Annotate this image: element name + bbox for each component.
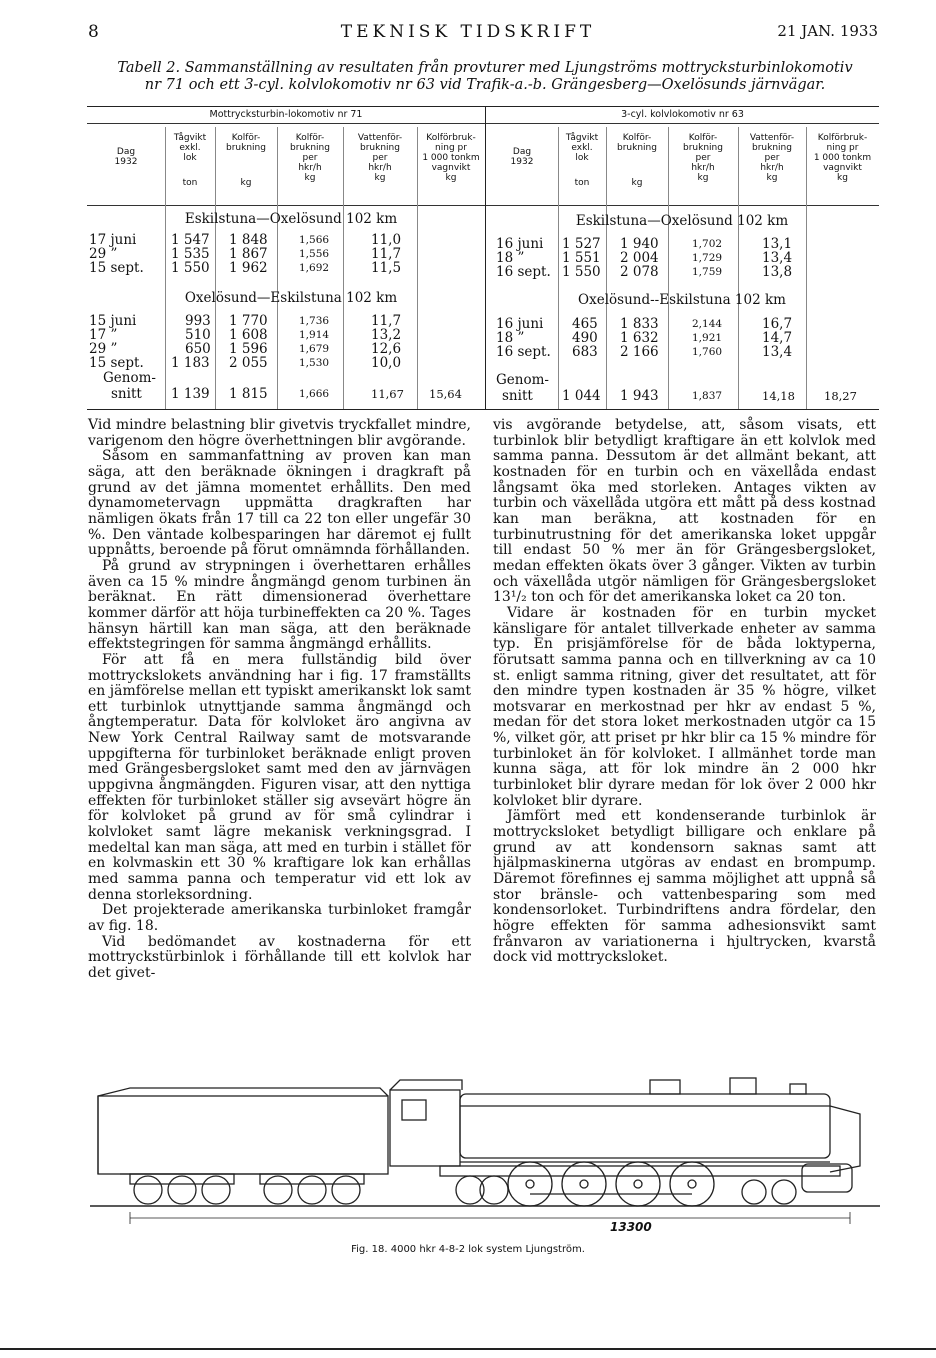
header-water: Vattenför- brukning per hkr/h kg: [749, 133, 795, 183]
header-day: Dag 1932: [510, 147, 534, 167]
section-title: Eskilstuna—Oxelösund 102 km: [575, 213, 789, 229]
paragraph: Det projekterade amerikanska turbinloket framgår av fig. 18.: [88, 902, 471, 934]
paragraph: vis avgörande betydelse, att, såsom visats, ett turbinlok blir betydligt kraftigare än ett kolvlok med samma panna. Dessutom är det allmänt bekant, att kostnaden för en turbin och en växellåda endast långsamt öka med storleken. Antages vikten av turbin och växellåda utgöra ett mått på dess kostnad kan man beräkna, att kostnaden för en turbinutrustning för det amerikanska loket uppgår till endast 50 % mer än för Grängesbergsloket, medan effekten ökats över 3 gånger. Vikten av turbin och växellåda utgör nämligen för Grängesbergsloket 13¹/₂ ton och för det amerikanska loket ca 20 ton.: [493, 417, 876, 606]
caption-line-2: nr 71 och ett 3-cyl. kolvlokomotiv nr 63 vid Trafik-a.-b. Grängesberg—Oxelösunds järnvägar.: [144, 77, 826, 93]
group-title: Mottrycksturbin-lokomotiv nr 71: [209, 109, 363, 120]
paragraph: Vidare är kostnaden för en turbin mycket känsligare för antalet tillverkade enheter av samma typ. En prisjämförelse för de båda loktyperna, förutsatt samma panna och en tillverkning av ca 10 st. enligt samma ritning, giver det resultatet, att för den mindre typen kostnaden är 35 % högre, vilket motsvarar en merkostnad per hkr av endast 5 %, medan för det stora loket merkostnaden utgör ca 15 %, vilket gör, att priset pr hkr blir ca 15 % mindre för turbinloket än för kolvloket. I allmänhet torde man kunna säga, att för lok mindre än 2 000 hkr turbinloket blir dyrare medan för lok över 2 000 hkr kolvloket blir dyrare.: [493, 604, 876, 809]
header-weight: Tågvikt exkl. lok ton: [565, 133, 599, 188]
piston-loco-half: 3-cyl. kolvlokomotiv nr 63 Dag 1932 Tågvikt exkl. lok ton Kolför- brukning kg Kolför- brukning per hkr/h kg Vattenför- brukning per hkr/h kg Kolförbruk- ning pr 1 000 tonkm vagnvikt kg Eskilstuna—Oxelösund 102 km 16 juni 1 527 1 940 1,702 13,1 18 ” 1 551 2 004 1,729 13,4 16 sept. 1 550 2 078 1,759 13,8 Oxelösund--Eskilstuna 102 km 16 juni 465 1 833 2,144 16,7 18 ” 490 1 632 1,921 14,7 16 sept. 683 2 166 1,760 13,4 Genom- snitt 1 044 1 943 1,837 14,18 18,27: [486, 107, 879, 409]
journal-title: TEKNISK TIDSKRIFT: [340, 22, 596, 42]
locomotive-drawing: [90, 1066, 880, 1246]
header-coal-per-1000: Kolförbruk- ning pr 1 000 tonkm vagnvikt kg: [422, 133, 480, 183]
paragraph: På grund av strypningen i överhettaren erhålles även ca 15 % mindre ångmängd genom turbinen än beräknat. En rätt dimensionerad överhettare kommer därför att höja turbineffekten ca 20 %. Tages hänsyn härtill kan man säga, att den beräknade effektstegringen för samma ångmängd erhållits.: [88, 557, 471, 653]
header-water: Vattenför- brukning per hkr/h kg: [357, 133, 403, 183]
dimension-label: 13300: [610, 1220, 652, 1234]
body-column-left: [88, 418, 471, 982]
header-coal: Kolför- brukning kg: [226, 133, 266, 188]
page-number: 8: [88, 22, 99, 42]
caption-line-1: Tabell 2. Sammanställning av resultaten från provturer med Ljungströms mottrycksturbinlokomotiv: [117, 60, 853, 76]
section-title: Eskilstuna—Oxelösund 102 km: [184, 211, 398, 227]
figure-caption: Fig. 18. 4000 hkr 4-8-2 lok system Ljungström.: [351, 1244, 585, 1255]
header-coal-per-1000: Kolförbruk- ning pr 1 000 tonkm vagnvikt kg: [813, 133, 872, 183]
table-caption: [95, 60, 875, 94]
group-title: 3-cyl. kolvlokomotiv nr 63: [621, 109, 744, 120]
header-weight: Tågvikt exkl. lok ton: [173, 133, 207, 188]
header-coal: Kolför- brukning kg: [617, 133, 657, 188]
results-table: [87, 106, 879, 410]
paragraph: Vid bedömandet av kostnaderna för ett mottryckstürbinlok i förhållande till ett kolvlok har det givet-: [88, 933, 471, 981]
paragraph: Jämfört med ett kondenserande turbinlok är mottrycksloket betydligt billigare och enklare på grund av att kondensorn saknas samt att hjälpmaskinerna utgöras av endast en brompump. Däremot förefinnes ej samma möjlighet att uppnå så stor bränsle- och vattenbesparing som med kondensorloket. Turbindriftens andra fördelar, den högre effekten för samma adhesionsvikt samt frånvaron av variationerna i hjultrycken, kvarstå dock vid mottrycksloket.: [493, 808, 876, 966]
paragraph: Vid mindre belastning blir givetvis tryckfallet mindre, varigenom den högre överhettningen blir avgörande.: [88, 417, 471, 449]
body-column-right: [493, 418, 876, 966]
turbine-loco-half: Mottrycksturbin-lokomotiv nr 71 Dag 1932 Tågvikt exkl. lok ton Kolför- brukning kg Kolför- brukning per hkr/h kg Vattenför- brukning per hkr/h kg Kolförbruk- ning pr 1 000 tonkm vagnvikt kg Eskilstuna—Oxelösund 102 km 17 juni 1 547 1 848 1,566 11,0 29 ” 1 535 1 867 1,556 11,7 15 sept. 1 550 1 962 1,692 11,5 Oxelösund—Eskilstuna 102 km 15 juni 993 1 770 1,736 11,7 17 ” 510 1 608 1,914 13,2 29 ” 650 1 596 1,679 12,6 15 sept. 1 183 2 055 1,530 10,0 Genom- snitt 1 139 1 815 1,666 11,67 15,64: [87, 107, 486, 409]
paragraph: För att få en mera fullständig bild över mottryckslokets användning har i fig. 17 framställts en jämförelse mellan ett typiskt amerikanskt lok samt ett turbinlok utnyttjande samma ångmängd och ångtemperatur. Data för kolvloket äro angivna av New York Central Railway samt de motsvarande uppgifterna för turbinloket beräknade enligt proven med Grängesbergsloket samt med den av järnvägen uppgivna ångmängden. Figuren visar, att den nyttiga effekten för turbinloket ställer sig avsevärt högre än för kolvloket på grund av för små cylindrar i kolvloket samt lägre mekanisk verkningsgrad. I medeltal kan man säga, att med en turbin i stället för en kolvmaskin ett 30 % kraftigare lok kan erhållas med samma panna och temperatur vid ett lok av denna storleksordning.: [88, 651, 471, 903]
section-title: Oxelösund—Eskilstuna 102 km: [184, 290, 398, 306]
section-title: Oxelösund--Eskilstuna 102 km: [578, 292, 786, 308]
bottom-rule: [0, 1348, 936, 1350]
header-coal-per-hkr: Kolför- brukning per hkr/h kg: [290, 133, 330, 183]
header-coal-per-hkr: Kolför- brukning per hkr/h kg: [683, 133, 723, 183]
paragraph: Såsom en sammanfattning av proven kan man säga, att den beräknade ökningen i dragkraft på grund av det jämna momentet erhållits. Den med dynamometervagn uppmätta dragkraften har nämligen ökats från 17 till ca 22 ton eller ungefär 30 %. Den väntade kolbesparingen har däremot ej fullt uppnåtts, beroende på förut omnämnda förhållanden.: [88, 448, 471, 559]
header-day: Dag 1932: [114, 147, 138, 167]
locomotive-icon: [90, 1066, 880, 1246]
page-header: [0, 22, 936, 48]
issue-date: 21 JAN. 1933: [777, 22, 878, 40]
